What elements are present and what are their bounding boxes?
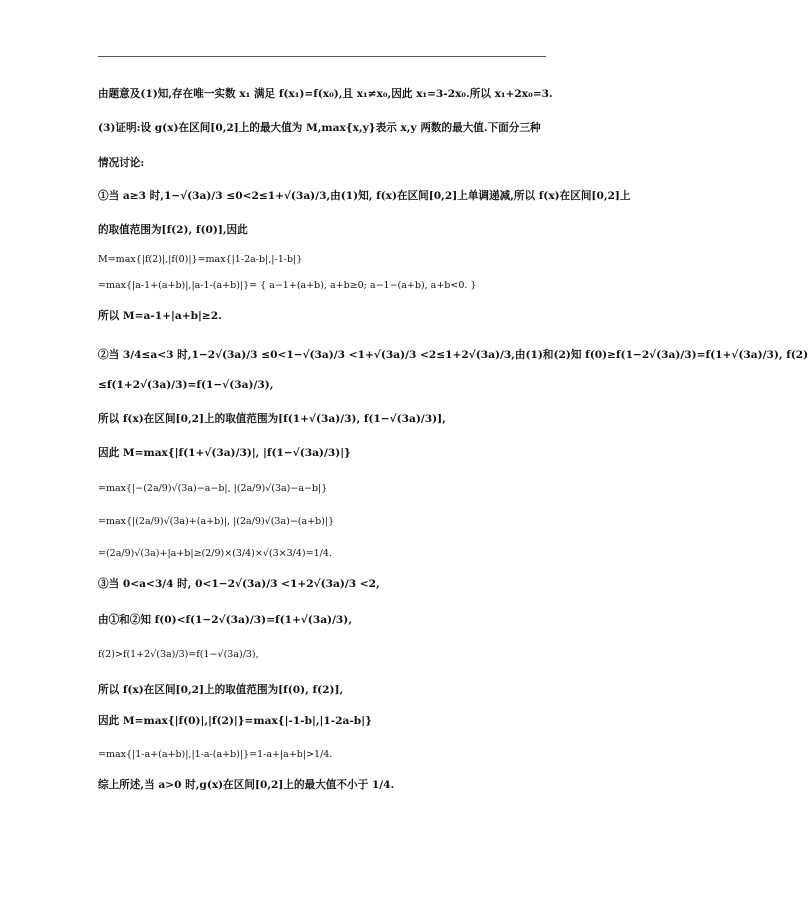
text-line: 所以 M=a-1+|a+b|≥2. [98, 310, 222, 322]
text-line: 的取值范围为[f(2), f(0)],因此 [98, 224, 248, 236]
math-line: =max{|(2a/9)√(3a)+(a+b)|, |(2a/9)√(3a)−(a+b)|} [98, 516, 335, 527]
math-line: =max{|−(2a/9)√(3a)−a−b|, |(2a/9)√(3a)−a−b|} [98, 483, 328, 494]
text-line: ①当 a≥3 时,1−√(3a)/3 ≤0<2≤1+√(3a)/3,由(1)知, f(x)在区间[0,2]上单调递减,所以 f(x)在区间[0,2]上 [98, 190, 631, 202]
math-line: f(2)>f(1+2√(3a)/3)=f(1−√(3a)/3), [98, 649, 259, 660]
text-line: 因此 M=max{|f(0)|,|f(2)|}=max{|-1-b|,|1-2a-b|} [98, 715, 372, 727]
text-line: 情况讨论: [98, 157, 145, 169]
text-line: 综上所述,当 a>0 时,g(x)在区间[0,2]上的最大值不小于 1/4. [98, 779, 395, 791]
text-line: 由题意及(1)知,存在唯一实数 x₁ 满足 f(x₁)=f(x₀),且 x₁≠x₀,因此 x₁=3-2x₀.所以 x₁+2x₀=3. [98, 88, 553, 100]
text-line: ③当 0<a<3/4 时, 0<1−2√(3a)/3 <1+2√(3a)/3 <2, [98, 578, 380, 590]
text-line: 所以 f(x)在区间[0,2]上的取值范围为[f(0), f(2)], [98, 684, 344, 696]
math-line: M=max{|f(2)|,|f(0)|}=max{|1-2a-b|,|-1-b|} [98, 254, 303, 265]
math-line: =(2a/9)√(3a)+|a+b|≥(2/9)×(3/4)×√(3×3/4)=1/4. [98, 548, 332, 559]
text-line: (3)证明:设 g(x)在区间[0,2]上的最大值为 M,max{x,y}表示 x,y 两数的最大值.下面分三种 [98, 122, 541, 134]
math-line: =max{|1-a+(a+b)|,|1-a-(a+b)|}=1-a+|a+b|>1/4. [98, 749, 333, 760]
math-line: =max{|a-1+(a+b)|,|a-1-(a+b)|}= { a−1+(a+b), a+b≥0; a−1−(a+b), a+b<0. } [98, 280, 477, 291]
text-line: 因此 M=max{|f(1+√(3a)/3)|, |f(1−√(3a)/3)|} [98, 447, 351, 459]
text-line: ≤f(1+2√(3a)/3)=f(1−√(3a)/3), [98, 379, 274, 391]
text-line: 所以 f(x)在区间[0,2]上的取值范围为[f(1+√(3a)/3), f(1−√(3a)/3)], [98, 413, 446, 425]
text-line: ②当 3/4≤a<3 时,1−2√(3a)/3 ≤0<1−√(3a)/3 <1+√(3a)/3 <2≤1+2√(3a)/3,由(1)和(2)知 f(0)≥f(1−2√(3a)/3)=f(1+√(3a)/3), f(2) [98, 349, 808, 361]
text-line: 由①和②知 f(0)<f(1−2√(3a)/3)=f(1+√(3a)/3), [98, 614, 353, 626]
header-rule [98, 56, 546, 57]
